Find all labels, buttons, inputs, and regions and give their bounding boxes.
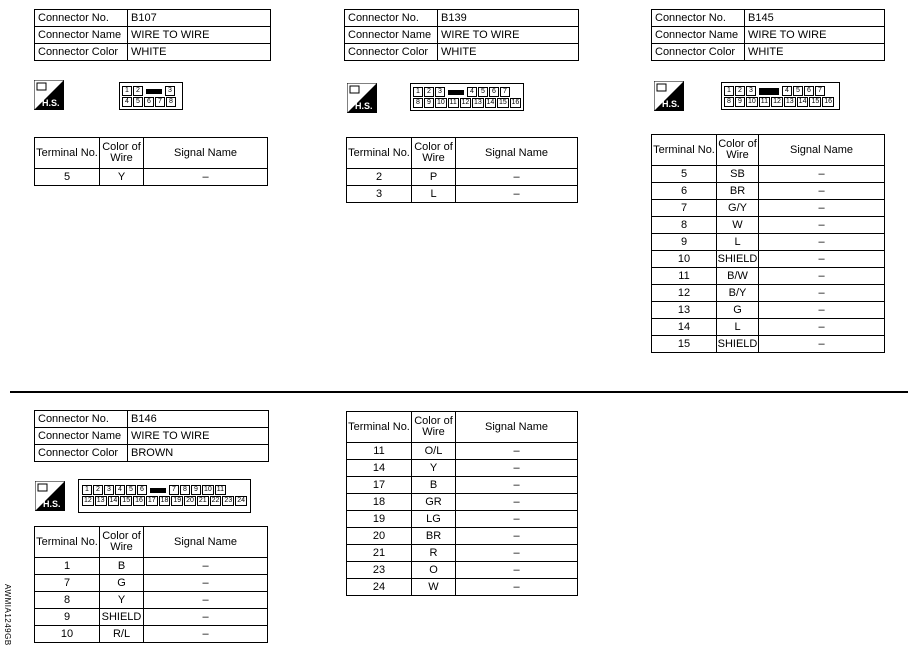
table-cell: LG (412, 511, 456, 528)
connector-name: WIRE TO WIRE (128, 428, 269, 445)
header-color: Color of Wire (100, 138, 144, 169)
b139-connector-face (410, 83, 524, 111)
table-cell: G (717, 302, 759, 319)
pin: 8 (180, 485, 190, 495)
table-cell: B (412, 477, 456, 494)
pin: 16 (824, 98, 833, 105)
table-cell: Connector Color (652, 44, 745, 61)
label: Connector Name (35, 27, 128, 44)
pin: 16 (135, 497, 143, 504)
pin: 3 (435, 87, 445, 97)
table-cell: 14 (652, 319, 717, 336)
pin: 7 (500, 87, 510, 97)
pin: 11 (760, 98, 769, 105)
table-row (652, 166, 885, 183)
pin: 12 (773, 98, 781, 105)
hs-icon (34, 80, 64, 110)
header-signal: Signal Name (144, 138, 268, 169)
text: Terminal No. (652, 135, 717, 166)
table-cell: – (456, 511, 578, 528)
pin: 11 (449, 99, 457, 106)
table-row (652, 336, 885, 353)
connector-color: WHITE (128, 44, 271, 61)
header-terminal: Terminal No. (35, 138, 100, 169)
table-cell: – (759, 336, 885, 353)
pin: 3 (746, 86, 756, 96)
b146-terminal-table-continued (346, 411, 578, 596)
pin: 11 (216, 486, 225, 493)
table-cell: 20 (347, 528, 412, 545)
table-row (652, 183, 885, 200)
table-cell: – (456, 477, 578, 494)
table-cell: – (456, 169, 578, 186)
table-cell: 8 (652, 217, 717, 234)
table-cell: 15 (652, 336, 717, 353)
b107-connector-info (34, 9, 271, 61)
pin: 21 (198, 497, 207, 504)
table-cell: 9 (35, 609, 100, 626)
pin: 19 (173, 497, 182, 504)
table-cell: 17 (347, 477, 412, 494)
table-cell: – (456, 562, 578, 579)
pin: 22 (211, 497, 220, 504)
pin: 10 (748, 98, 756, 105)
label: Connector Color (35, 44, 128, 61)
pin: 13 (96, 497, 105, 504)
table-cell: 8 (35, 592, 100, 609)
pin: 5 (793, 86, 803, 96)
pin: 9 (735, 97, 745, 107)
b146-connector-info (34, 410, 269, 462)
table-cell: 1 (35, 558, 100, 575)
b146-terminal-table (34, 526, 268, 643)
table-row (347, 169, 578, 186)
pin: 18 (160, 497, 169, 504)
table-row (347, 477, 578, 494)
pin: 15 (811, 98, 820, 105)
lock-tab (150, 488, 166, 493)
table-cell: 7 (652, 200, 717, 217)
table-cell: – (759, 319, 885, 336)
text: Signal Name (759, 135, 885, 166)
pin: 7 (169, 485, 179, 495)
table-row (652, 217, 885, 234)
table-row (347, 460, 578, 477)
table-cell: L (717, 319, 759, 336)
table-cell: – (456, 579, 578, 596)
table-cell: 11 (652, 268, 717, 285)
pin: 5 (133, 97, 143, 107)
table-row (652, 200, 885, 217)
table-cell: – (456, 460, 578, 477)
table-row (347, 545, 578, 562)
label: Connector Color (345, 44, 438, 61)
text: Signal Name (456, 138, 578, 169)
table-cell: Connector No. (35, 411, 128, 428)
table-cell: – (456, 545, 578, 562)
table-cell: P (412, 169, 456, 186)
pin: 1 (122, 86, 132, 96)
label: Connector Name (345, 27, 438, 44)
table-cell: – (144, 626, 268, 643)
pin: 7 (815, 86, 825, 96)
table-row (347, 443, 578, 460)
pin: 10 (437, 99, 445, 106)
text: Terminal No. (347, 412, 412, 443)
table-cell: 5 (35, 169, 100, 186)
connector-color: WHITE (438, 44, 579, 61)
table-cell: 23 (347, 562, 412, 579)
table-cell: – (759, 166, 885, 183)
table-cell: – (759, 234, 885, 251)
table-row (35, 169, 268, 186)
pin: 12 (84, 497, 92, 504)
pin: 7 (155, 97, 165, 107)
pin: 1 (82, 485, 92, 495)
b146-connector-face (78, 479, 251, 513)
text: H.S. (662, 99, 680, 109)
table-row (652, 251, 885, 268)
lock-tab (759, 88, 779, 95)
table-cell: R (412, 545, 456, 562)
table-row (35, 626, 268, 643)
text: Color of Wire (100, 527, 144, 558)
table-row (652, 234, 885, 251)
table-cell: 19 (347, 511, 412, 528)
connector-name: WIRE TO WIRE (128, 27, 271, 44)
b145-connector-info (651, 9, 885, 61)
table-cell: 10 (652, 251, 717, 268)
table-cell: 18 (347, 494, 412, 511)
connector-no: B145 (745, 10, 885, 27)
table-row (347, 579, 578, 596)
table-cell: 21 (347, 545, 412, 562)
connector-no: B107 (128, 10, 271, 27)
table-cell: – (759, 217, 885, 234)
b145-terminal-table (651, 134, 885, 353)
b139-terminal-table (346, 137, 578, 203)
table-cell: SHIELD (100, 609, 144, 626)
table-cell: – (759, 302, 885, 319)
pin: 15 (499, 99, 507, 106)
table-cell: W (412, 579, 456, 596)
table-row (652, 268, 885, 285)
table-cell: 24 (347, 579, 412, 596)
text: Color of Wire (412, 138, 456, 169)
table-cell: – (144, 609, 268, 626)
pin: 6 (489, 87, 499, 97)
connector-no: B139 (438, 10, 579, 27)
table-cell: – (759, 200, 885, 217)
table-cell: SHIELD (717, 336, 759, 353)
table-cell: G/Y (717, 200, 759, 217)
table-cell: – (144, 169, 268, 186)
table-cell: O/L (412, 443, 456, 460)
table-cell: – (759, 183, 885, 200)
table-cell: R/L (100, 626, 144, 643)
table-cell: Y (412, 460, 456, 477)
text: Color of Wire (717, 135, 759, 166)
pin: 2 (735, 86, 745, 96)
pin: 16 (511, 99, 520, 106)
table-cell: Connector Name (35, 428, 128, 445)
connector-name: WIRE TO WIRE (745, 27, 885, 44)
table-cell: 3 (347, 186, 412, 203)
table-row (35, 609, 268, 626)
pin: 8 (724, 97, 734, 107)
pin: 9 (191, 485, 201, 495)
pin: 3 (165, 86, 175, 96)
figure-code: AWMIA1249GB (3, 584, 12, 646)
table-cell: 10 (35, 626, 100, 643)
table-cell: – (144, 575, 268, 592)
pin: 14 (486, 99, 495, 106)
table-cell: – (759, 251, 885, 268)
table-cell: 5 (652, 166, 717, 183)
table-cell: – (144, 558, 268, 575)
pin: 14 (109, 497, 118, 504)
text: Signal Name (456, 412, 578, 443)
table-cell: B/W (717, 268, 759, 285)
b139-connector-info (344, 9, 579, 61)
hs-icon (347, 83, 377, 113)
table-cell: B/Y (717, 285, 759, 302)
pin: 4 (115, 485, 125, 495)
connector-no: B146 (128, 411, 269, 428)
table-cell: 7 (35, 575, 100, 592)
pin: 5 (126, 485, 136, 495)
pin: 4 (467, 87, 477, 97)
hs-icon (654, 81, 684, 111)
table-cell: 11 (347, 443, 412, 460)
pin: 23 (224, 497, 233, 504)
text: H.S. (355, 101, 373, 111)
table-row (347, 511, 578, 528)
pin: 2 (133, 86, 143, 96)
pin: 6 (804, 86, 814, 96)
pin: 24 (237, 497, 245, 504)
label: Connector No. (35, 10, 128, 27)
b145-connector-face (721, 82, 840, 110)
table-cell: – (456, 443, 578, 460)
table-row (347, 186, 578, 203)
table-cell: G (100, 575, 144, 592)
table-cell: Connector Color (35, 445, 128, 462)
table-cell: BR (412, 528, 456, 545)
table-cell: – (144, 592, 268, 609)
table-cell: – (759, 285, 885, 302)
table-row (652, 319, 885, 336)
table-cell: Connector No. (652, 10, 745, 27)
table-cell: – (759, 268, 885, 285)
b107-connector-face (119, 82, 183, 110)
pin: 13 (785, 98, 794, 105)
text: H.S. (43, 499, 61, 509)
lock-tab (146, 89, 162, 94)
table-cell: – (456, 186, 578, 203)
pin: 6 (137, 485, 147, 495)
pin: 14 (798, 98, 807, 105)
table-row (35, 592, 268, 609)
table-cell: Y (100, 169, 144, 186)
table-cell: 12 (652, 285, 717, 302)
pin: 20 (186, 497, 194, 504)
pin: 2 (424, 87, 434, 97)
table-row (35, 558, 268, 575)
pin: 8 (166, 97, 176, 107)
table-cell: – (456, 528, 578, 545)
table-cell: SB (717, 166, 759, 183)
table-row (347, 562, 578, 579)
section-divider (10, 391, 908, 393)
table-cell: 13 (652, 302, 717, 319)
text: Signal Name (144, 527, 268, 558)
table-cell: SHIELD (717, 251, 759, 268)
lock-tab (448, 90, 464, 95)
connector-color: WHITE (745, 44, 885, 61)
table-cell: W (717, 217, 759, 234)
pin: 13 (474, 99, 482, 106)
table-cell: 9 (652, 234, 717, 251)
pin: 12 (461, 99, 470, 106)
table-cell: BR (717, 183, 759, 200)
text: Terminal No. (347, 138, 412, 169)
pin: 8 (413, 98, 423, 108)
table-cell: 14 (347, 460, 412, 477)
pin: 10 (204, 486, 212, 493)
text: Terminal No. (35, 527, 100, 558)
table-row (347, 494, 578, 511)
pin: 5 (478, 87, 488, 97)
hs-icon (35, 481, 65, 511)
pin: 9 (424, 98, 434, 108)
table-cell: Y (100, 592, 144, 609)
table-cell: 6 (652, 183, 717, 200)
pin: 17 (147, 497, 156, 504)
pin: 6 (144, 97, 154, 107)
pin: 4 (782, 86, 792, 96)
table-cell: – (456, 494, 578, 511)
label: Connector No. (345, 10, 438, 27)
text: Color of Wire (412, 412, 456, 443)
connector-name: WIRE TO WIRE (438, 27, 579, 44)
table-row (35, 575, 268, 592)
table-cell: 2 (347, 169, 412, 186)
table-cell: L (412, 186, 456, 203)
pin: 4 (122, 97, 132, 107)
connector-color: BROWN (128, 445, 269, 462)
table-row (347, 528, 578, 545)
table-row (652, 302, 885, 319)
table-cell: GR (412, 494, 456, 511)
pin: 1 (724, 86, 734, 96)
pin: 15 (122, 497, 131, 504)
pin: 2 (93, 485, 103, 495)
table-cell: B (100, 558, 144, 575)
table-row (652, 285, 885, 302)
table-cell: L (717, 234, 759, 251)
table-cell: O (412, 562, 456, 579)
hs-label: H.S. (42, 98, 60, 108)
b107-terminal-table (34, 137, 268, 186)
pin: 1 (413, 87, 423, 97)
table-cell: Connector Name (652, 27, 745, 44)
pin: 3 (104, 485, 114, 495)
